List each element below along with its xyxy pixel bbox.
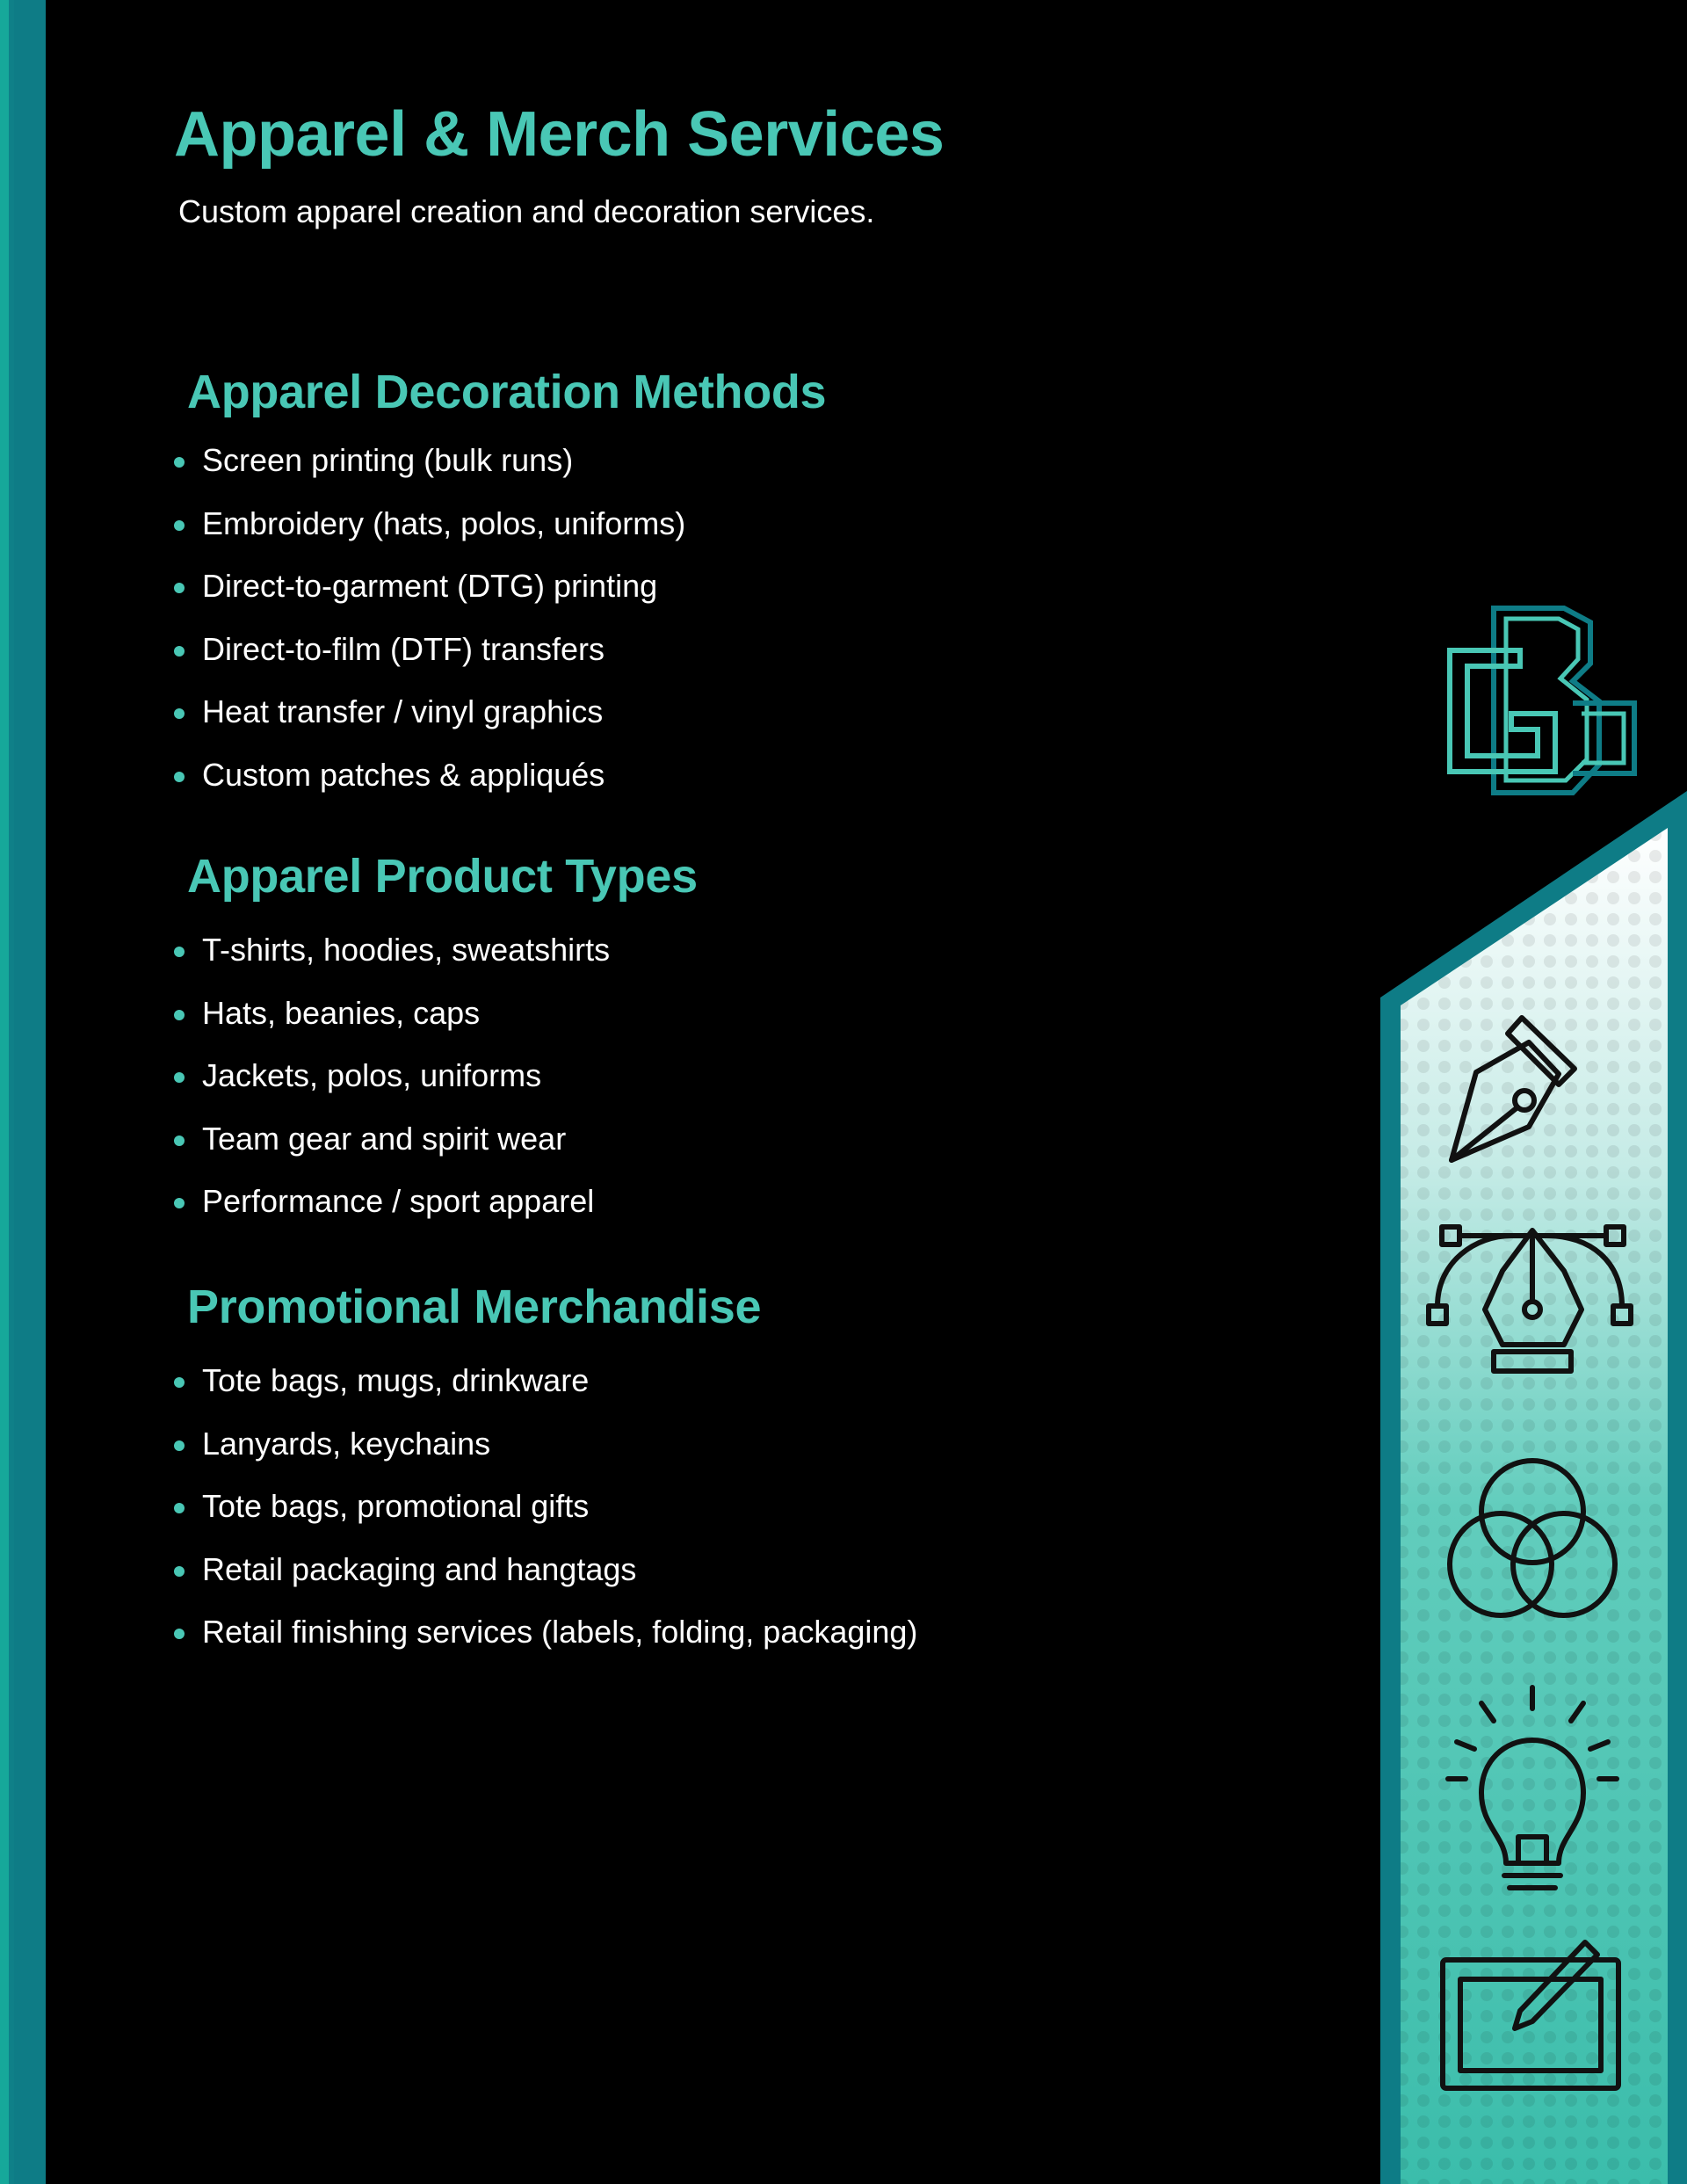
list-item: Direct-to-garment (DTG) printing [174,566,826,629]
list-item: Retail packaging and hangtags [174,1549,917,1613]
bullet-list [174,930,698,1244]
bg-monogram-logo-icon [1432,598,1643,809]
list-item: Lanyards, keychains [174,1424,917,1487]
page-subtitle: Custom apparel creation and decoration services. [178,193,875,229]
section-heading: Apparel Decoration Methods [187,366,827,418]
page-title: Apparel & Merch Services [174,99,945,170]
list-item: Direct-to-film (DTF) transfers [174,629,826,693]
list-item: T-shirts, hoodies, sweatshirts [174,930,698,993]
bullet-list [174,440,826,818]
list-item: Team gear and spirit wear [174,1119,698,1182]
section-decoration-methods [174,365,826,818]
list-item: Tote bags, mugs, drinkware [174,1360,917,1424]
section-promotional-merchandise [174,1280,917,1675]
list-item: Jackets, polos, uniforms [174,1056,698,1119]
list-item: Screen printing (bulk runs) [174,440,826,504]
bullet-list [174,1360,917,1675]
list-item: Heat transfer / vinyl graphics [174,692,826,755]
section-heading: Promotional Merchandise [187,1281,762,1333]
side-decorative-panel [1371,782,1687,2184]
section-heading: Apparel Product Types [187,850,698,903]
list-item: Embroidery (hats, polos, uniforms) [174,504,826,567]
list-item: Custom patches & appliqués [174,755,826,818]
section-product-types [174,849,698,1244]
list-item: Retail finishing services (labels, folding, packaging) [174,1612,917,1675]
list-item: Performance / sport apparel [174,1181,698,1244]
list-item: Tote bags, promotional gifts [174,1486,917,1549]
list-item: Hats, beanies, caps [174,993,698,1056]
